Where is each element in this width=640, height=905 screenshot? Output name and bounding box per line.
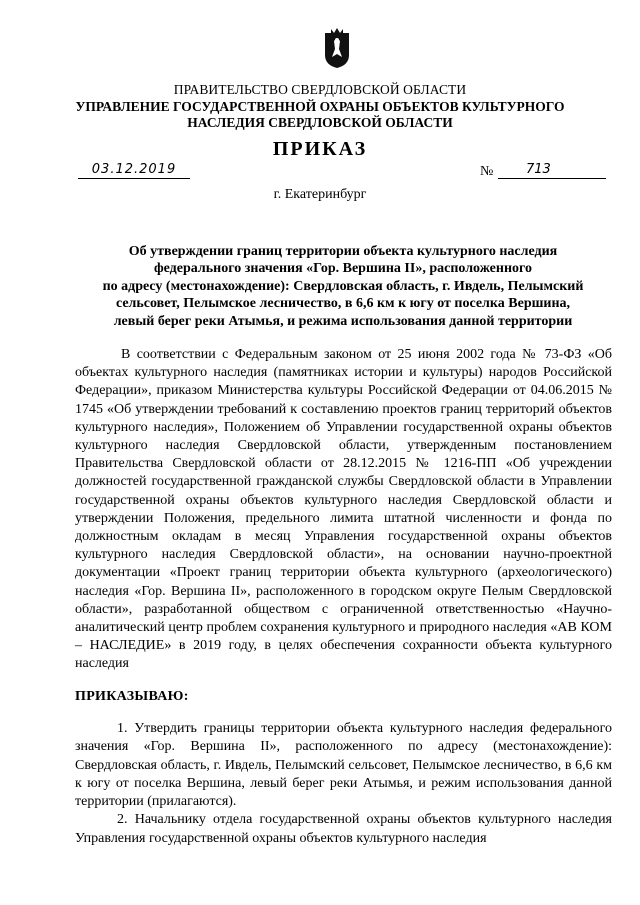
title-line: сельсовет, Пелымское лесничество, в 6,6 км к югу от поселка Вершина,	[115, 296, 571, 312]
order-title	[75, 243, 611, 330]
preamble	[75, 346, 612, 674]
preamble-paragraph: В соответствии с Федеральным законом от 25 июня 2002 года № 73-ФЗ «Об объектах культурного наследия (памятниках истории и культуры) народов Российской Федерации», приказом Министерства культуры Российской Федерации от 04.06.2015 № 1745 «Об утверждении требований к составлению проектов границ территорий объектов культурного наследия», Положением об Управлении государственной охраны объектов культурного наследия Свердловской области, утвержденным постановлением Правительства Свердловской области от 28.12.2015 № 1216-ПП «Об учреждении должностей государственной гражданской службы Свердловской области в Управлении государственной охраны объектов культурного наследия Свердловской области и утверждении Положения, предельного лимита штатной численности и фонда по должностным окладам в месяц Управления государственной охраны объектов культурного наследия Свердловской области», на основании научно-проектной документации «Проект границ территории объекта культурного (археологического) наследия «Гор. Вершина II», расположенного в городском округе Пелым Свердловской области», разработанной обществом с ограниченной ответственностью «Научно-аналитический центр проблем сохранения культурного и природного наследия «АВ КОМ – НАСЛЕДИЕ» в 2019 году, в целях обеспечения сохранности объекта культурного наследия	[75, 347, 612, 672]
city: г. Екатеринбург	[273, 187, 367, 202]
order-heading: ПРИКАЗЫВАЮ:	[75, 689, 189, 704]
title-line: Об утверждении границ территории объекта культурного наследия	[128, 244, 558, 259]
title-line: левый берег реки Атымья, и режима использования данной территории	[113, 313, 573, 329]
government-name: ПРАВИТЕЛЬСТВО СВЕРДЛОВСКОЙ ОБЛАСТИ	[173, 82, 467, 97]
order-item: 1. Утвердить границы территории объекта культурного наследия федерального значения «Гор. Вершина II», расположенного по адресу (местонахождение): Свердловская область, г. Ивдель, Пелымский сельсовет, Пелымское лесничество, в 6,6 км к югу от поселка Вершина, левый берег реки Атымья, и режим использования данной территории (прилагаются).	[75, 721, 612, 810]
department-name: УПРАВЛЕНИЕ ГОСУДАРСТВЕННОЙ ОХРАНЫ ОБЪЕКТОВ КУЛЬТУРНОГО НАСЛЕДИЯ СВЕРДЛОВСКОЙ ОБЛАСТИ	[75, 99, 565, 130]
order-item: 2. Начальнику отдела государственной охраны объектов культурного наследия Управления государственной охраны объектов культурного наследия	[75, 812, 612, 846]
order-date: 03.12.2019	[78, 162, 190, 179]
coat-of-arms-icon	[323, 27, 351, 69]
document-type: ПРИКАЗ	[272, 138, 368, 160]
order-items	[75, 720, 612, 848]
title-line: по адресу (местонахождение): Свердловская область, г. Ивдель, Пелымский	[102, 278, 584, 294]
order-number: 713	[498, 162, 606, 179]
number-label: №	[480, 164, 494, 179]
title-line: федерального значения «Гор. Вершина II», расположенного	[153, 261, 533, 277]
